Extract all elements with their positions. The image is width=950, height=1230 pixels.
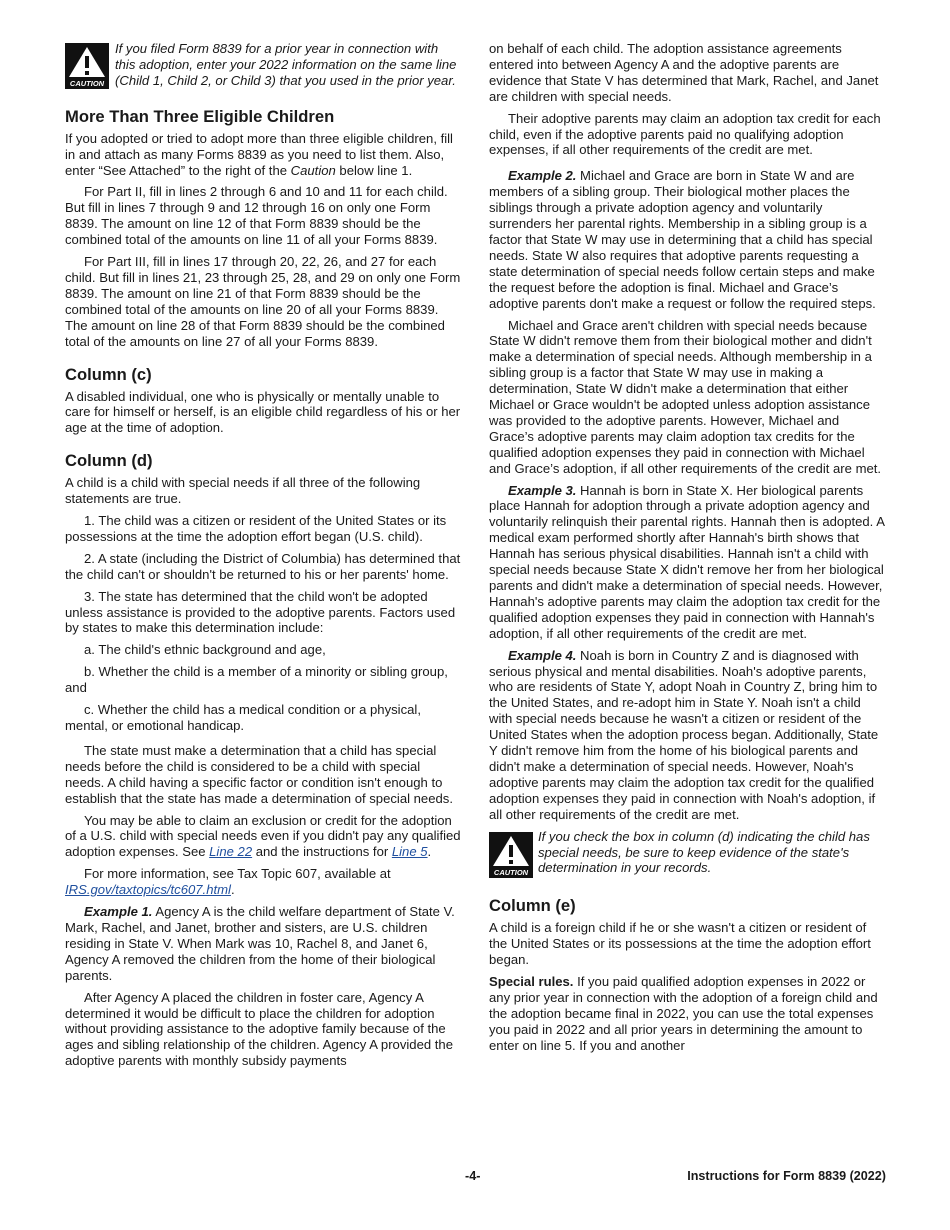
paragraph-more-info: For more information, see Tax Topic 607, available at IRS.gov/taxtopics/tc607.html. <box>65 866 391 898</box>
paragraph-example-2: Example 2. Michael and Grace are born in State W and are members of a sibling group. Their biological mother places the siblings through a private adoption agency and voluntarily surrenders her parental rights. Membership in a sibling group is a factor that State W may use in determining that a child has special needs. State W also requires that adoptive parents requesting a state determination of special needs follow certain steps and make the request before the adoption is final. Michael and Grace’s adoptive parents don't make a request or follow the required steps. <box>489 168 876 311</box>
paragraph-their-parents: Their adoptive parents may claim an adoption tax credit for each child, even if the adoptive parents paid no qualifying adoption expenses, if all other requirements of the credit are met. <box>489 110 881 158</box>
list-item-1: 1. The child was a citizen or resident of the United States or its possessions at the time the adoption effort began (U.S. child). <box>65 513 447 544</box>
link-line-22[interactable]: Line 22 <box>209 844 253 860</box>
page-number: -4- <box>465 1169 481 1183</box>
list-item-a: a. The child's ethnic background and age, <box>84 642 326 658</box>
link-irs-tax-topic[interactable]: IRS.gov/taxtopics/tc607.html <box>65 882 231 898</box>
paragraph-column-d-intro: A child is a child with special needs if all three of the following statements are true. <box>65 475 421 507</box>
link-line-5[interactable]: Line 5 <box>391 844 428 860</box>
heading-column-d: Column (d) <box>65 451 153 471</box>
paragraph-three-3: For Part III, fill in lines 17 through 20, 22, 26, and 27 for each child. But fill in lines 21, 23 through 25, 28, and 29 on only one Form 8839. The amount on line 21 of that Form 8839 should be the combined total of the amounts on line 20 of all your Forms 8839. The amount on line 28 of that Form 8839 should be the combined total of the amounts on line 27 of all your Forms 8839. <box>65 254 461 349</box>
caution-icon <box>489 832 533 878</box>
paragraph-three-2: For Part II, fill in lines 2 through 6 and 10 and 11 for each child. But fill in lines 7 through 9 and 12 through 16 on only one Form 8839. The amount on line 12 of that Form 8839 should be the combined total of the amounts on line 11 of all your Forms 8839. <box>65 184 448 248</box>
paragraph-example-1: Example 1. Agency A is the child welfare department of State V. Mark, Rachel, and Janet, brother and sisters, are U.S. children residing in State V. When Mark was 10, Rachel 8, and Janet 6, Agency A removed the children from the home of their biological parents. <box>65 904 455 983</box>
list-item-c: c. Whether the child has a medical condition or a physical, mental, or emotional handicap. <box>65 702 421 733</box>
caution-label: CAUTION <box>69 79 105 88</box>
paragraph-example-3: Example 3. Hannah is born in State X. Her biological parents place Hannah for adoption through a private adoption agency and voluntarily relinquish their parental rights. Hannah then is adopted. A medical exam performed shortly after Hannah's birth shows that Hannah has serious physical disabilities. Hannah isn't a child with special needs because State X didn't remove her from her biological parents and didn't make a determination of special needs. However, Hannah's adoptive parents may claim the adoption tax credit for the qualified adoption expenses they paid in connection with Hannah's adoption, if all other requirements of the credit are met. <box>489 482 885 641</box>
heading-column-e: Column (e) <box>489 896 576 916</box>
paragraph-special-rules: Special rules. If you paid qualified adoption expenses in 2022 or any prior year in connection with the adoption of a foreign child and the adoption became final in 2022, you can use the total expenses you paid in 2022 and all prior years in determining the amount to enter on line 5. If you and another <box>489 974 878 1053</box>
list-item-b: b. Whether the child is a member of a minority or sibling group, and <box>65 664 448 696</box>
paragraph-state-determination: The state must make a determination that a child has special needs before the child is considered to be a child with special needs. A child having a specific factor or condition isn't enough to establish that the state has made a determination of special needs. <box>65 742 453 806</box>
list-item-2: 2. A state (including the District of Columbia) has determined that the child can't or shouldn't be returned to his or her parents' home. <box>65 550 461 582</box>
caution-note-special-needs <box>489 829 886 877</box>
right-column <box>489 41 886 1060</box>
paragraph-column-e: A child is a foreign child if he or she wasn't a citizen or resident of the United States or its possessions at the time the adoption effort began. <box>489 920 871 968</box>
caution-label: CAUTION <box>493 867 529 877</box>
paragraph-michael-grace: Michael and Grace aren't children with special needs because State W didn't remove them from their biological mother and didn't make a determination of special needs. Although membership in a sibling group is a factor that State W may use in making a determination, State W didn't make a determination that either Michael or Grace wouldn't be adopted unless adoption assistance was provided to the adoptive parents. However, Michael and Grace’s adoptive parents may claim adoption tax credits for the qualified adoption expenses they paid in connection with Michael and Grace’s adoption, if all other requirements of the credit are met. <box>489 317 882 476</box>
paragraph-three-1: If you adopted or tried to adopt more than three eligible children, fill in and attach as many Forms 8839 as you need to list them. Also, enter “See Attached” to the right of the Caution below line 1. <box>65 130 453 178</box>
caution-icon <box>65 43 109 89</box>
caution-text: If you filed Form 8839 for a prior year in connection with this adoption, enter your 2022 information on the same line (Child 1, Child 2, or Child 3) that you used in the prior year. <box>115 41 457 88</box>
heading-column-c: Column (c) <box>65 364 152 384</box>
paragraph-claim: You may be able to claim an exclusion or credit for the adoption of a U.S. child with special needs even if you didn't pay any qualified adoption expenses. See Line 22 and the instructions for Line 5. <box>65 812 461 860</box>
left-column <box>65 41 461 1075</box>
paragraph-example-4: Example 4. Noah is born in Country Z and is diagnosed with serious physical and mental disabilities. Noah's adoptive parents, who are residents of State Y, adopt Noah in Country Z, bring him to the United States, and re-adopt him in State Y. Noah isn't a child with special needs because he wasn't a citizen or resident of the United States when the adoption process began. Additionally, State Y didn't remove him from the home of his biological parents and didn't make a determination of special needs. However, Noah's adoptive parents may claim the adoption tax credit for the qualified adoption expenses they paid in connection with Noah's adoption, if all other requirements of the credit are met. <box>489 647 879 822</box>
heading-more-than-three: More Than Three Eligible Children <box>65 106 335 126</box>
paragraph-after-agency: After Agency A placed the children in foster care, Agency A determined it would be difficult to place the children for adoption without providing assistance to the adoptive family because of the ages and sibling relationship of the children. Agency A provided the adoptive parents with monthly subsidy payments <box>65 989 453 1069</box>
paragraph-continued: on behalf of each child. The adoption assistance agreements entered into between Agency A and the adoptive parents are evidence that State V has determined that Mark, Rachel, and Janet are children with special needs. <box>489 41 879 104</box>
caution-text: If you check the box in column (d) indicating the child has special needs, be sure to keep evidence of the state's determination in your records. <box>538 828 870 876</box>
footer-form-title: Instructions for Form 8839 (2022) <box>687 1169 886 1183</box>
list-item-3: 3. The state has determined that the child won't be adopted unless assistance is provided to the adoptive parents. Factors used by states to make this determination include: <box>65 588 456 636</box>
page-footer <box>65 1169 886 1187</box>
caution-note <box>65 41 461 89</box>
paragraph-column-c: A disabled individual, one who is physically or mentally unable to care for himself or herself, is an eligible child regardless of his or her age at the time of adoption. <box>65 388 461 436</box>
